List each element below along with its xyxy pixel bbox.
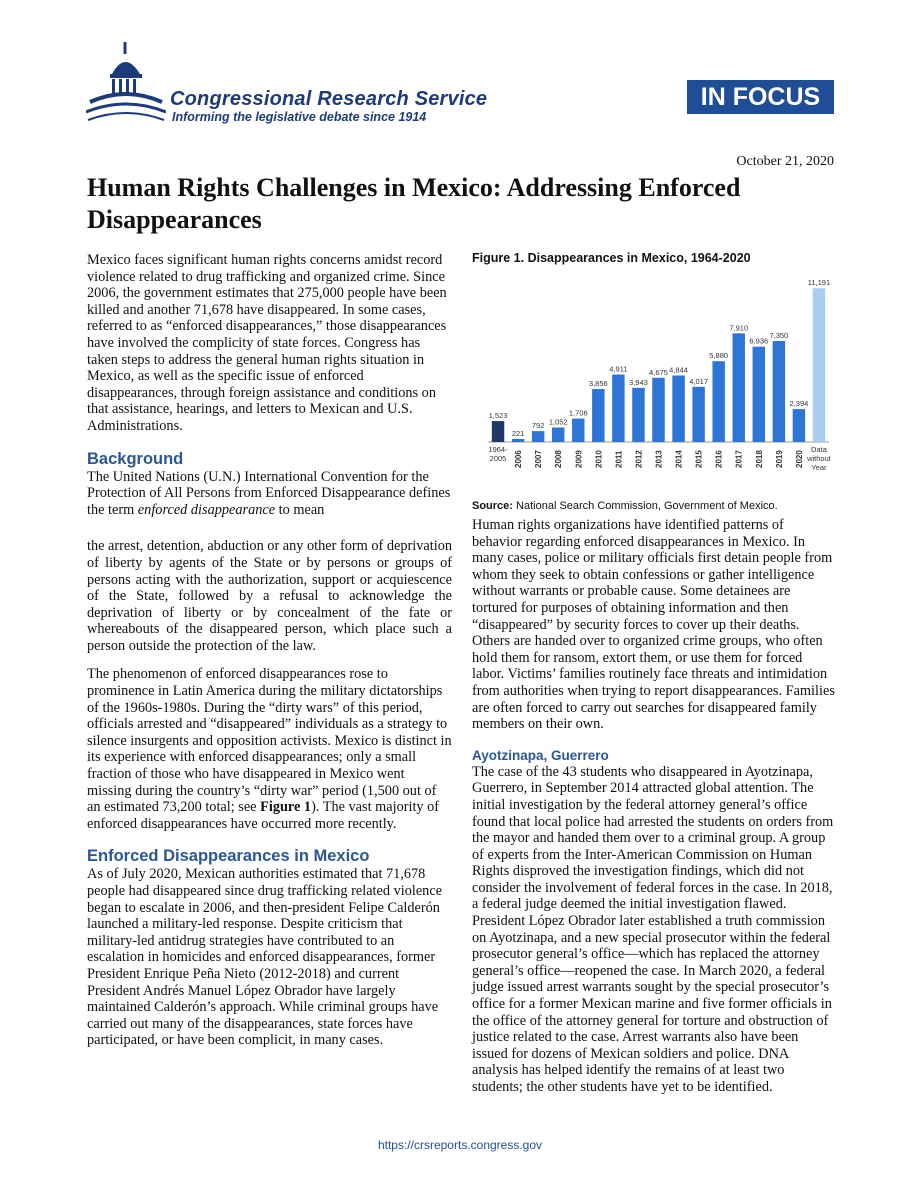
category-label: 2005: [489, 454, 507, 463]
footer-url[interactable]: https://crsreports.congress.gov: [377, 1138, 543, 1152]
bar-value-label: 6,936: [749, 336, 769, 346]
bar-2020: [793, 409, 805, 442]
bar-2010: [592, 389, 604, 442]
category-label: 1964-: [488, 445, 508, 454]
bar-value-label: 11,191: [807, 278, 831, 288]
bar-2013: [652, 378, 664, 442]
category-label: 2017: [734, 450, 744, 468]
background-heading: Background: [87, 449, 184, 468]
category-label: 2008: [554, 450, 564, 468]
bar-1964-2005: [492, 421, 504, 442]
bar-2007: [532, 431, 544, 442]
figure-reference: Figure 1: [260, 799, 312, 816]
org-name: Congressional Research Service: [170, 88, 488, 110]
category-label: 2012: [634, 450, 644, 468]
bar-2006: [512, 439, 524, 442]
bar-value-label: 4,017: [689, 376, 709, 386]
category-label: without: [807, 454, 831, 463]
org-tagline: Informing the legislative debate since 1914: [172, 110, 427, 124]
category-label: 2010: [594, 450, 604, 468]
category-label: Year: [811, 463, 827, 472]
bar-2011: [612, 375, 624, 442]
category-label: 2013: [654, 450, 664, 468]
bar-value-label: 4,675: [649, 367, 668, 377]
enforced-disappearances-heading: Enforced Disappearances in Mexico: [87, 847, 370, 866]
right-column: [472, 517, 837, 1096]
in-focus-badge: IN FOCUS: [687, 80, 834, 114]
patterns-paragraph: Human rights organizations have identified patterns of behavior regarding enforced disappearances in Mexico. In many cases, police or military officials first detain people from whom they seek to obtain confessions or gather intelligence without warrants or probable cause. Some detainees are tortured for purposes of obtaining information and then “disappeared” by security forces to cover up their deaths. Others are handed over to organized crime groups, who often hold them for ransom, extort them, or use them for forced labor. Victims’ families routinely face threats and intimidation from authorities when trying to report disappearances. Families are often forced to carry out searches for disappeared family members on their own.: [472, 517, 835, 733]
bar-value-label: 221: [511, 428, 525, 438]
bar-value-label: 3,856: [588, 379, 608, 389]
phenomenon-paragraph: The phenomenon of enforced disappearances rose to prominence in Latin America during the military dictatorships of the 1960s-1980s. During the “dirty wars” of this period, officials arrested and “disappeared” individuals as a strategy to silence insurgents and opposition activists. Mexico is distinct in its experience with enforced disappearances; only a small fraction of those who have disappeared in Mexico went missing during the country’s “dirty war” period (1,500 out of an estimated 73,200 total; see Figure 1). The vast majority of enforced disappearances have occurred more recently.: [87, 666, 452, 832]
category-label: Data: [811, 445, 827, 454]
enforced-disappearances-paragraph: As of July 2020, Mexican authorities estimated that 71,678 people had disappeared since drug trafficking related violence began to escalate in 2006, and then-president Felipe Calderón launched a military-led response. Despite criticism that military-led antidrug strategies have contributed to an escalation in homicides and enforced disappearances, former President Enrique Peña Nieto (2012-2018) and current President Andrés Manuel López Obrador have largely maintained Calderón’s approach. While criminal groups have carried out many of the disappearances, state forces have participated, or have been complicit, in many cases.: [87, 866, 443, 1049]
bar-2012: [632, 388, 644, 442]
category-label: 2009: [574, 450, 584, 468]
category-label: 2020: [794, 450, 804, 468]
ayotzinapa-paragraph: The case of the 43 students who disappeared in Ayotzinapa, Guerrero, in September 2014 attracted global attention. The initial investigation by the federal attorney general’s office found that local police had arrested the students on orders from the mayor and handed them over to a criminal group. A group of experts from the Inter-American Commission on Human Rights disproved the investigation findings, which did not consider the involvement of federal forces in the case. In 2018, a federal judge deemed the initial investigation flawed. President López Obrador later established a truth commission on Ayotzinapa, and a new special prosecutor within the federal prosecutor general’s office—which has replaced the attorney general’s office—reopened the case. In March 2020, a federal judge issued arrest warrants sought by the special prosecutor’s office for a former Mexican marine and five former officials in the office of the attorney general for torture and obstruction of justice related to the case. Arrest warrants also have been issued for dozens of Mexican soldiers and police. DNA analysis has helped identify the remains of at least two students; the other students have yet to be identified.: [472, 763, 834, 1095]
bar-2016: [712, 361, 724, 442]
convention-quote: the arrest, detention, abduction or any other form of deprivation of liberty by agents of the State or by persons or groups of persons acting with the authorization, support or acquiescence of the State, followed by a refusal to acknowledge the deprivation of liberty or by concealment of the fate or whereabouts of the disappeared person, which place such a person outside the protection of the law.: [87, 538, 452, 654]
bar-2009: [572, 419, 584, 442]
category-label: 2016: [714, 450, 724, 468]
intro-paragraph: Mexico faces significant human rights concerns amidst record violence related to drug trafficking and organized crime. Since 2006, the government estimates that 275,000 people have been killed and another 71,678 have disappeared. In some cases, referred to as “enforced disappearances,” those disappearances have involved the complicity of state forces. Congress has taken steps to address the general human rights situation in Mexico, as well as the specific issue of enforced disappearances, through foreign assistance and conditions on that assistance, hearings, and letters to Mexican and U.S. Administrations.: [87, 252, 447, 434]
bar-value-label: 7,910: [729, 323, 749, 333]
figure-source: Source: National Search Commission, Government of Mexico.: [472, 500, 778, 512]
page-header: [0, 0, 920, 140]
bar-2015: [692, 387, 704, 442]
bar-value-label: 4,844: [669, 365, 688, 375]
category-label: 2014: [674, 450, 684, 468]
bar-value-label: 1,052: [548, 417, 568, 427]
disappearances-chart: [472, 270, 837, 490]
chart-svg: [472, 270, 837, 490]
ayotzinapa-heading: Ayotzinapa, Guerrero: [472, 747, 609, 763]
defined-term: enforced disappearance: [137, 501, 276, 518]
category-label: 2018: [754, 450, 764, 468]
category-label: 2007: [534, 450, 544, 468]
page-title: Human Rights Challenges in Mexico: Addressing Enforced Disappearances: [87, 173, 741, 234]
bar-2019: [773, 341, 785, 442]
bar-2008: [552, 428, 564, 442]
bar-value-label: 792: [531, 421, 545, 431]
bar-value-label: 3,943: [629, 377, 648, 387]
background-paragraph: The United Nations (U.N.) International Convention for the Protection of All Persons from Enforced Disappearance defines the term enforced disappearance to mean: [87, 468, 451, 518]
publication-date: October 21, 2020: [736, 154, 834, 169]
bar-value-label: 1,523: [488, 411, 508, 421]
bar-value-label: 2,394: [789, 399, 809, 409]
bar-2014: [672, 375, 684, 442]
bar-value-label: 7,350: [769, 331, 789, 341]
bar-2017: [733, 333, 745, 442]
category-label: 2019: [774, 450, 784, 468]
left-column: [87, 252, 452, 1049]
category-label: 2006: [514, 450, 524, 468]
bar-value-label: 1,706: [568, 408, 588, 418]
category-label: 2011: [614, 450, 624, 468]
bar-2018: [753, 347, 765, 442]
bar-data-without-year: [813, 288, 825, 442]
capitol-dome-logo: [86, 40, 166, 126]
bar-value-label: 5,880: [709, 351, 729, 361]
category-label: 2015: [694, 450, 704, 468]
figure-title: Figure 1. Disappearances in Mexico, 1964-2020: [472, 251, 751, 265]
bar-value-label: 4,911: [609, 364, 628, 374]
